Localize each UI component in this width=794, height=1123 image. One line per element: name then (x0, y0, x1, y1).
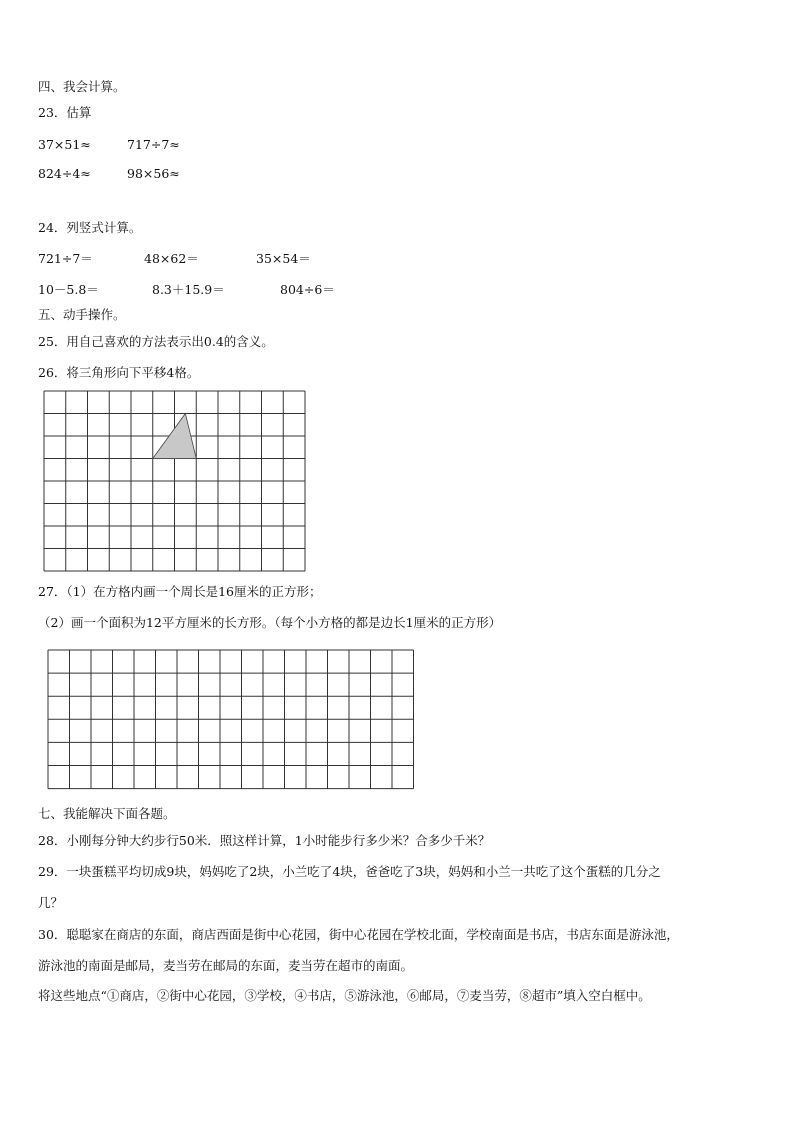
q23-item-3: 824÷4≈ (38, 166, 91, 181)
section4-heading: 四、我会计算。 (38, 79, 126, 94)
q27-part1: 27．（1）在方格内画一个周长是16厘米的正方形； (38, 584, 322, 599)
q24-item-3: 35×54＝ (256, 251, 311, 266)
q26-text: 26．将三角形向下平移4格。 (38, 365, 200, 380)
q24-item-1: 721÷7＝ (38, 251, 93, 266)
q30-text-line1: 30．聪聪家在商店的东面，商店西面是街中心花园，街中心花园在学校北面，学校南面是书店，书店东面是游泳池， (38, 927, 679, 942)
q24-item-2: 48×62＝ (144, 251, 199, 266)
q24-label: 24．列竖式计算。 (38, 220, 142, 235)
q27-part2: （2）画一个面积为12平方厘米的长方形。（每个小方格的都是边长1厘米的正方形） (38, 615, 502, 630)
section5-heading: 五、动手操作。 (38, 307, 126, 322)
q23-item-1: 37×51≈ (38, 137, 91, 152)
q30-text-line3: 将这些地点“①商店，②街中心花园，③学校，④书店，⑤游泳池，⑥邮局，⑦麦当劳，⑧超市”填入空白框中。 (38, 988, 651, 1003)
translation-grid (44, 391, 308, 574)
drawing-grid (48, 650, 412, 790)
q29-text-line2: 几？ (38, 895, 64, 910)
q28-text: 28．小刚每分钟大约步行50米．照这样计算，1小时能步行多少米？合多少千米？ (38, 833, 491, 848)
q30-text-line2: 游泳池的南面是邮局，麦当劳在邮局的东面，麦当劳在超市的南面。 (38, 958, 414, 973)
q23-label: 23．估算 (38, 105, 92, 120)
q23-item-2: 717÷7≈ (127, 137, 180, 152)
q25-text: 25．用自己喜欢的方法表示出0.4的含义。 (38, 334, 274, 349)
q29-text-line1: 29．一块蛋糕平均切成9块，妈妈吃了2块，小兰吃了4块，爸爸吃了3块，妈妈和小兰一共吃了这个蛋糕的几分之 (38, 864, 661, 879)
section7-heading: 七、我能解决下面各题。 (38, 806, 176, 821)
q23-item-4: 98×56≈ (127, 166, 180, 181)
q24-item-4: 10－5.8＝ (38, 282, 99, 297)
q24-item-5: 8.3＋15.9＝ (152, 282, 225, 297)
q24-item-6: 804÷6＝ (280, 282, 335, 297)
